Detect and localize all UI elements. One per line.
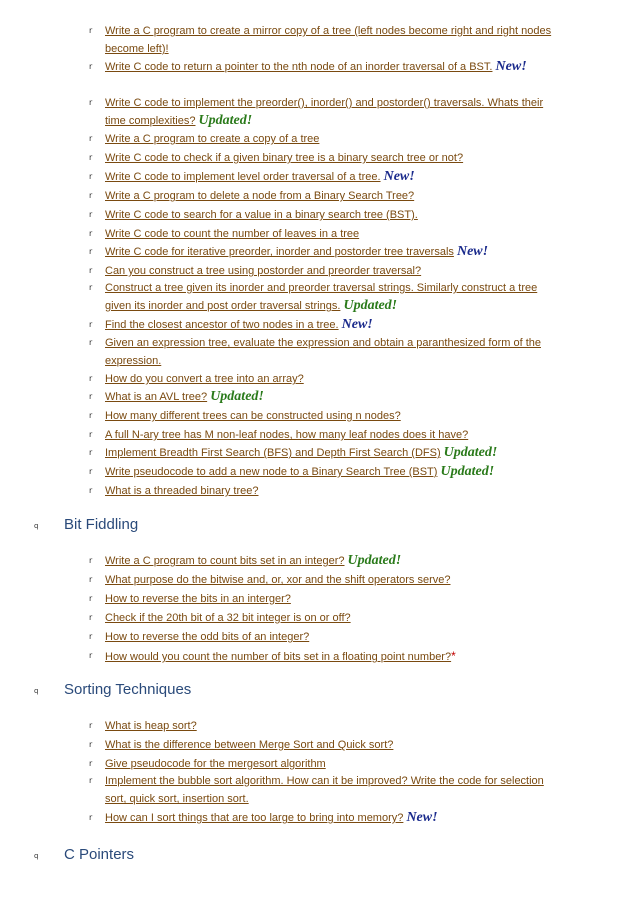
- bullet-icon: r: [89, 247, 93, 256]
- question-link[interactable]: How many different trees can be constructed using n nodes?: [105, 410, 401, 422]
- bullet-icon: r: [89, 320, 93, 329]
- bullet-icon: r: [89, 172, 93, 181]
- bullet-icon: r: [89, 430, 93, 439]
- question-link[interactable]: Give pseudocode for the mergesort algorithm: [105, 758, 326, 770]
- list-item: [89, 647, 555, 666]
- question-link[interactable]: What is an AVL tree?: [105, 391, 208, 403]
- bullet-icon: r: [89, 575, 93, 584]
- bullet-icon: r: [89, 556, 93, 565]
- list-item: [89, 717, 555, 735]
- list-item: [89, 334, 555, 370]
- bullet-icon: r: [89, 153, 93, 162]
- bullet-icon: r: [89, 651, 93, 660]
- section-title: Bit Fiddling: [64, 516, 139, 533]
- list-item: [89, 279, 555, 315]
- section-title: C Pointers: [64, 846, 135, 863]
- bullet-icon: r: [89, 613, 93, 622]
- question-link[interactable]: A full N-ary tree has M non-leaf nodes, how many leaf nodes does it have?: [105, 429, 469, 441]
- question-link[interactable]: Write C code to return a pointer to the nth node of an inorder traversal of a BST.: [105, 61, 493, 73]
- bullet-icon: r: [89, 467, 93, 476]
- list-item: [89, 552, 555, 570]
- bullet-icon: r: [89, 813, 93, 822]
- question-link[interactable]: Write C code to count the number of leaves in a tree: [105, 228, 360, 240]
- bullet-icon: r: [89, 134, 93, 143]
- updated-badge: Updated!: [343, 298, 398, 313]
- list-item: [89, 463, 555, 481]
- question-link[interactable]: Write C code to search for a value in a binary search tree (BST).: [105, 209, 418, 221]
- section-heading-sorting: [34, 681, 334, 703]
- question-link[interactable]: Write C code to check if a given binary tree is a binary search tree or not?: [105, 152, 464, 164]
- bullet-icon: r: [89, 210, 93, 219]
- section-bullet-icon: q: [34, 522, 39, 530]
- bullet-icon: r: [89, 338, 93, 347]
- list-item: [89, 609, 555, 627]
- section-title: Sorting Techniques: [64, 681, 192, 698]
- section-bullet-icon: q: [34, 687, 39, 695]
- list-item: [89, 94, 555, 130]
- list-item: [89, 58, 555, 76]
- question-link[interactable]: Implement the bubble sort algorithm. How can it be improved? Write the code for selection sort, quick sort, insertion sort.: [105, 775, 544, 805]
- question-link[interactable]: Write a C program to create a mirror copy of a tree (left nodes become right and right nodes become left)!: [105, 25, 552, 55]
- bullet-icon: r: [89, 98, 93, 107]
- question-link[interactable]: Can you construct a tree using postorder and preorder traversal?: [105, 265, 422, 277]
- new-badge: New!: [406, 810, 438, 825]
- updated-badge: Updated!: [210, 389, 264, 404]
- bullet-icon: r: [89, 392, 93, 401]
- bullet-icon: r: [89, 594, 93, 603]
- new-badge: New!: [495, 59, 527, 74]
- question-link[interactable]: How to reverse the bits in an interger?: [105, 593, 291, 605]
- list-item: [89, 225, 555, 243]
- bullet-icon: r: [89, 411, 93, 420]
- bullet-icon: r: [89, 62, 93, 71]
- question-link[interactable]: Construct a tree given its inorder and preorder traversal strings. Similarly construct a tree given its inorder and post order traversal strings.: [105, 282, 538, 312]
- list-item: [89, 426, 555, 444]
- question-link[interactable]: Check if the 20th bit of a 32 bit integer is on or off?: [105, 612, 351, 624]
- bullet-icon: r: [89, 776, 93, 785]
- list-item: [89, 628, 555, 646]
- list-item: [89, 482, 555, 500]
- list-item: [89, 206, 555, 224]
- list-item: [89, 736, 555, 754]
- question-link[interactable]: What is heap sort?: [105, 720, 197, 732]
- bullet-icon: r: [89, 191, 93, 200]
- question-link[interactable]: Write a C program to count bits set in an integer?: [105, 555, 345, 567]
- list-item: [89, 388, 555, 406]
- list-item: [89, 262, 555, 280]
- list-item: [89, 168, 555, 186]
- bullet-icon: r: [89, 721, 93, 730]
- bullet-icon: r: [89, 26, 93, 35]
- updated-badge: Updated!: [198, 113, 253, 128]
- question-link[interactable]: What purpose do the bitwise and, or, xor and the shift operators serve?: [105, 574, 451, 586]
- list-item: [89, 316, 555, 334]
- question-link[interactable]: How do you convert a tree into an array?: [105, 373, 304, 385]
- updated-badge: Updated!: [347, 553, 402, 568]
- section-heading-c-pointers: [34, 846, 334, 868]
- list-item: [89, 755, 555, 773]
- section-heading-bit-fiddling: [34, 516, 334, 538]
- list-item: [89, 590, 555, 608]
- list-item: [89, 772, 555, 808]
- bullet-icon: r: [89, 632, 93, 641]
- bullet-icon: r: [89, 283, 93, 292]
- list-item: [89, 243, 555, 261]
- question-link[interactable]: Write C code for iterative preorder, inorder and postorder tree traversals: [105, 246, 454, 258]
- question-link[interactable]: What is the difference between Merge Sort and Quick sort?: [105, 739, 394, 751]
- question-link[interactable]: Implement Breadth First Search (BFS) and Depth First Search (DFS): [105, 447, 441, 459]
- updated-badge: Updated!: [440, 464, 495, 479]
- list-item: [89, 444, 555, 462]
- question-link[interactable]: Write C code to implement the preorder(), inorder() and postorder() traversals. Whats their time complexities?: [105, 97, 544, 127]
- question-link[interactable]: What is a threaded binary tree?: [105, 485, 259, 497]
- list-item: [89, 407, 555, 425]
- bullet-icon: r: [89, 448, 93, 457]
- list-item: [89, 22, 555, 58]
- list-item: [89, 187, 555, 205]
- question-link[interactable]: Write a C program to delete a node from a Binary Search Tree?: [105, 190, 415, 202]
- bullet-icon: r: [89, 486, 93, 495]
- question-link[interactable]: Write C code to implement level order traversal of a tree.: [105, 171, 381, 183]
- bullet-icon: r: [89, 759, 93, 768]
- list-item: [89, 130, 555, 148]
- bullet-icon: r: [89, 266, 93, 275]
- updated-badge: Updated!: [443, 445, 498, 460]
- new-badge: New!: [456, 244, 489, 259]
- list-item: [89, 571, 555, 589]
- new-badge: New!: [383, 169, 415, 184]
- list-item: [89, 370, 555, 388]
- bullet-icon: r: [89, 374, 93, 383]
- question-link[interactable]: Given an expression tree, evaluate the expression and obtain a paranthesized form of the expression.: [105, 337, 541, 367]
- question-link[interactable]: How would you count the number of bits set in a floating point number?: [105, 651, 452, 663]
- bullet-icon: r: [89, 740, 93, 749]
- question-link[interactable]: How to reverse the odd bits of an integer?: [105, 631, 310, 643]
- list-item: [89, 149, 555, 167]
- list-item: [89, 809, 555, 827]
- question-link[interactable]: Find the closest ancestor of two nodes in a tree.: [105, 319, 339, 331]
- question-link[interactable]: Write a C program to create a copy of a tree: [105, 133, 320, 145]
- section-bullet-icon: q: [34, 852, 39, 860]
- question-link[interactable]: Write pseudocode to add a new node to a Binary Search Tree (BST): [105, 466, 438, 478]
- star-marker: *: [451, 649, 456, 663]
- question-link[interactable]: How can I sort things that are too large to bring into memory?: [105, 812, 404, 824]
- bullet-icon: r: [89, 229, 93, 238]
- new-badge: New!: [341, 317, 373, 332]
